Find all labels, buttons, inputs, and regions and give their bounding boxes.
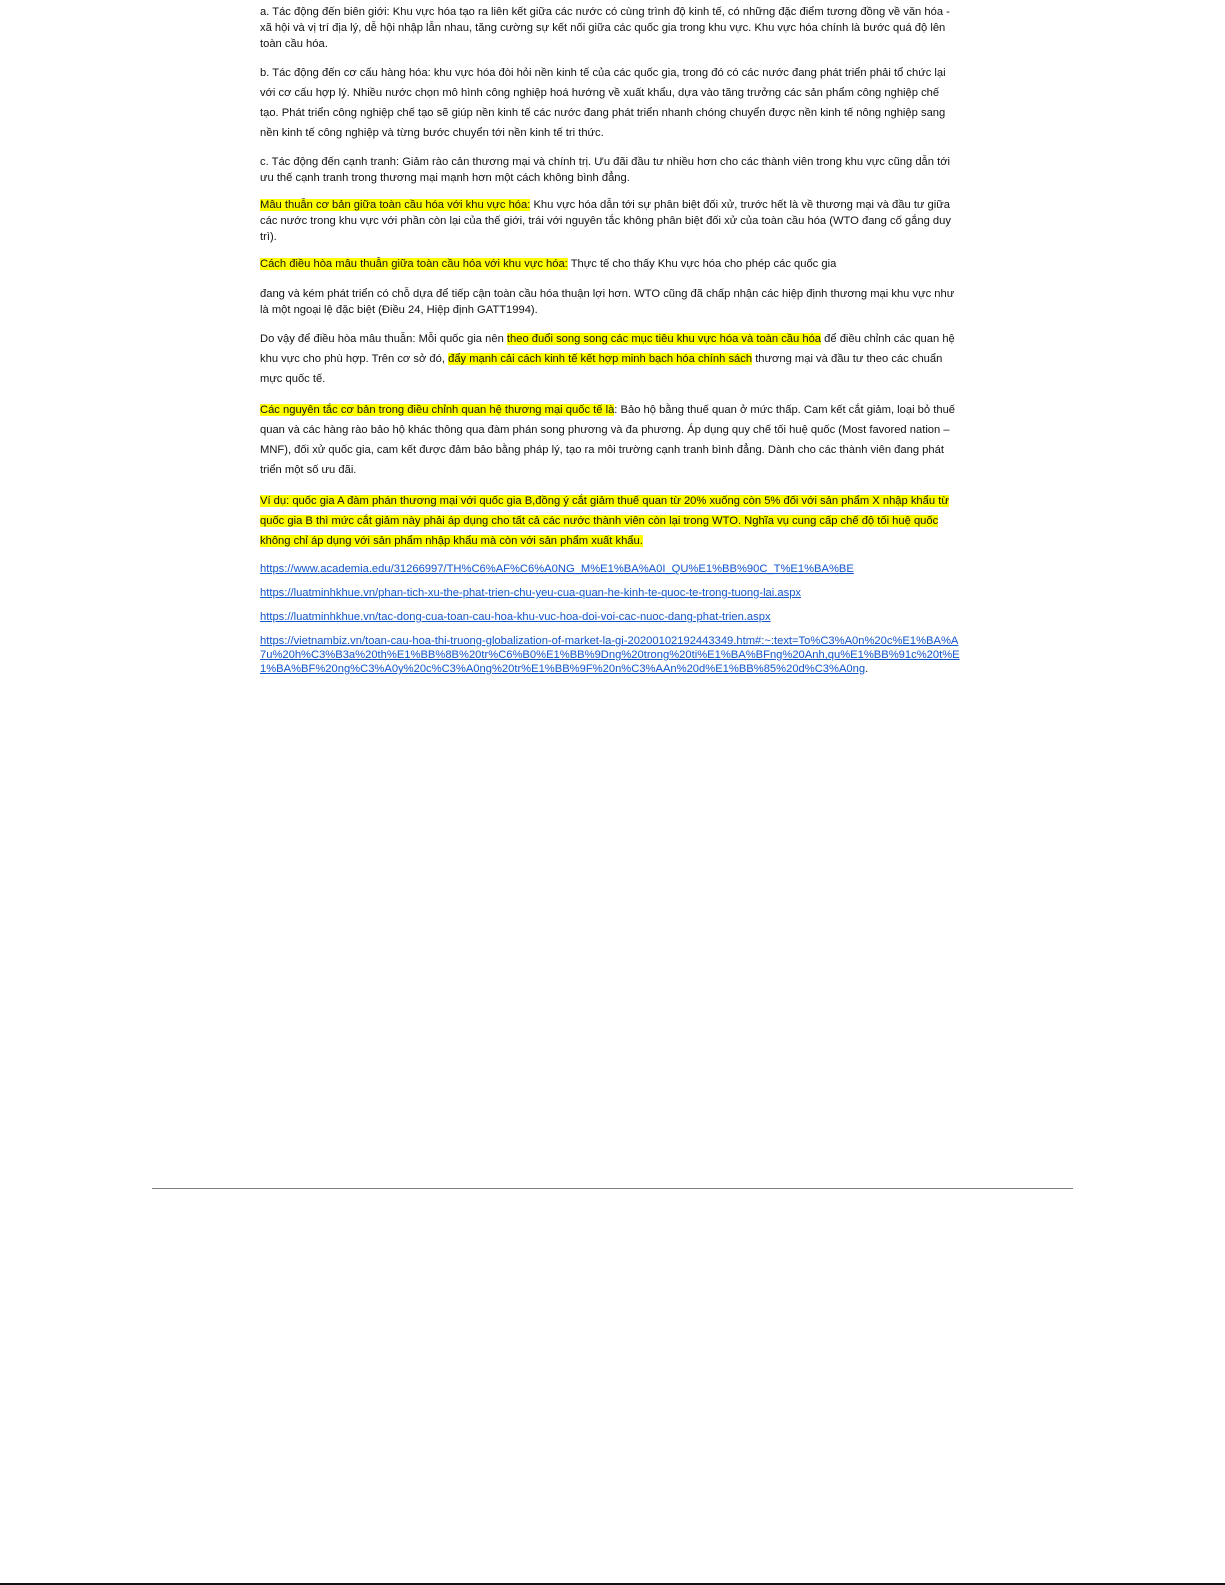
paragraph-example [260, 491, 960, 551]
link-trailing-period: . [865, 663, 869, 675]
highlight-basic-principles: Các nguyên tắc cơ bản trong điều chỉnh quan hệ thương mại quốc tế là [260, 404, 615, 416]
text-solution-end: thương mại và đầu tư theo các chuẩn mực quốc tế. [260, 353, 943, 385]
paragraph-reconcile-solution [260, 329, 960, 389]
text-solution-intro: Do vậy để điều hòa mâu thuẫn: Mỗi quốc gia nên [260, 333, 507, 345]
highlight-basic-contradiction: Mâu thuẫn cơ bản giữa toàn cầu hóa với khu vực hóa: [260, 199, 531, 211]
highlight-reconcile-method: Cách điều hòa mâu thuẫn giữa toàn cầu hóa với khu vực hóa: [260, 258, 568, 270]
reference-link-paragraph [260, 586, 960, 600]
document-page-content [260, 4, 960, 686]
reference-link-vietnambiz[interactable]: https://vietnambiz.vn/toan-cau-hoa-thi-truong-globalization-of-market-la-gi-20200102192443349.htm#:~:text=To%C3%A0n%20c%E1%BA%A7u%20h%C3%B3a%20th%E1%BB%8B%20tr%C6%B0%E1%BB%9Dng%20trong%20ti%E1%BA%BFng%20Anh,qu%E1%BB%91c%20t%E1%BA%BF%20ng%C3%A0y%20c%C3%A0ng%20tr%E1%BB%9F%20n%C3%AAn%20d%E1%BB%85%20d%C3%A0ng [260, 635, 960, 675]
highlight-example: Ví dụ: quốc gia A đàm phán thương mại với quốc gia B,đồng ý cắt giảm thuế quan từ 20% xuống còn 5% đối với sản phẩm X nhập khẩu từ quốc gia B thì mức cắt giảm này phải áp dụng cho tất cả các nước thành viên còn lại trong WTO. Nghĩa vụ cung cấp chế độ tối huệ quốc không chỉ áp dụng với sản phẩm nhập khẩu mà còn với sản phẩm xuất khẩu. [260, 495, 949, 547]
paragraph-border-impact: a. Tác động đến biên giới: Khu vực hóa tạo ra liên kết giữa các nước có cùng trình độ kinh tế, có những đặc điểm tương đồng về văn hóa - xã hội và vị trí địa lý, dễ hội nhập lẫn nhau, tăng cường sự kết nối giữa các quốc gia trong khu vực. Khu vực hóa chính là bước quá độ lên toàn cầu hóa. [260, 6, 950, 50]
paragraph-competition-impact: c. Tác động đến cạnh tranh: Giảm rào cản thương mại và chính trị. Ưu đãi đầu tư nhiều hơn cho các thành viên trong khu vực cũng dẫn tới ưu thế cạnh tranh trong thương mại mạnh hơn một cách không bình đẳng. [260, 156, 951, 184]
paragraph-goods-structure-impact: b. Tác động đến cơ cấu hàng hóa: khu vực hóa đòi hỏi nền kinh tế của các quốc gia, trong đó có các nước đang phát triển phải tổ chức lại với cơ cấu hợp lý. Nhiều nước chọn mô hình công nghiệp hoá hướng về xuất khẩu, dựa vào tăng trưởng các sản phẩm công nghiệp chế tạo. Phát triển công nghiệp chế tạo sẽ giúp nền kinh tế các nước đang phát triển nhanh chóng chuyển được nền kinh tế nông nghiệp sang nền kinh tế công nghiệp và từng bước chuyển tới nền kinh tế tri thức. [260, 67, 946, 139]
reference-link-luatminhkhue-impact[interactable]: https://luatminhkhue.vn/tac-dong-cua-toan-cau-hoa-khu-vuc-hoa-doi-voi-cac-nuoc-dang-phat-trien.aspx [260, 611, 771, 623]
paragraph-basic-principles [260, 400, 960, 480]
highlight-economic-reform: đẩy mạnh cải cách kinh tế kết hợp minh bạch hóa chính sách [448, 353, 753, 365]
paragraph-developing-countries: đang và kém phát triển có chỗ dựa để tiếp cận toàn cầu hóa thuận lợi hơn. WTO cũng đã chấp nhận các hiệp định thương mại khu vực như là một ngoại lệ đặc biệt (Điều 24, Hiệp định GATT1994). [260, 288, 955, 316]
text-basic-principles: : Bảo hộ bằng thuế quan ở mức thấp. Cam kết cắt giảm, loại bỏ thuế quan và các hàng rào bảo hộ khác thông qua đàm phán song phương và đa phương. Áp dụng quy chế tối huệ quốc (Most favored nation – MNF), đối xử quốc gia, cam kết được đảm bảo bằng pháp lý, tạo ra môi trường cạnh tranh bình đẳng. Dành cho các thành viên đang phát triển một số ưu đãi. [260, 404, 956, 476]
highlight-parallel-goals: theo đuổi song song các mục tiêu khu vực hóa và toàn cầu hóa [506, 333, 822, 345]
reference-link-academia[interactable]: https://www.academia.edu/31266997/TH%C6%AF%C6%A0NG_M%E1%BA%A0I_QU%E1%BB%90C_T%E1%BA%BE [260, 563, 854, 575]
paragraph-basic-contradiction [260, 197, 960, 245]
text-reconcile-method: Thực tế cho thấy Khu vực hóa cho phép các quốc gia [567, 258, 837, 270]
page-divider [152, 1188, 1073, 1189]
text-solution-middle: để điều chỉnh các quan hệ khu vực cho phù hợp. Trên cơ sở đó, [260, 333, 955, 365]
reference-link-paragraph [260, 634, 960, 676]
reference-link-luatminhkhue-trends[interactable]: https://luatminhkhue.vn/phan-tich-xu-the-phat-trien-chu-yeu-cua-quan-he-kinh-te-quoc-te-trong-tuong-lai.aspx [260, 587, 802, 599]
text-basic-contradiction: Khu vực hóa dẫn tới sự phân biệt đối xử, trước hết là về thương mại và đầu tư giữa các nước trong khu vực với phần còn lại của thế giới, trái với nguyên tắc không phân biệt đối xử của toàn cầu hóa (WTO đang cố gắng duy trì). [260, 199, 951, 243]
reference-link-paragraph [260, 562, 960, 576]
paragraph-reconcile-method [260, 256, 960, 272]
reference-link-paragraph [260, 610, 960, 624]
